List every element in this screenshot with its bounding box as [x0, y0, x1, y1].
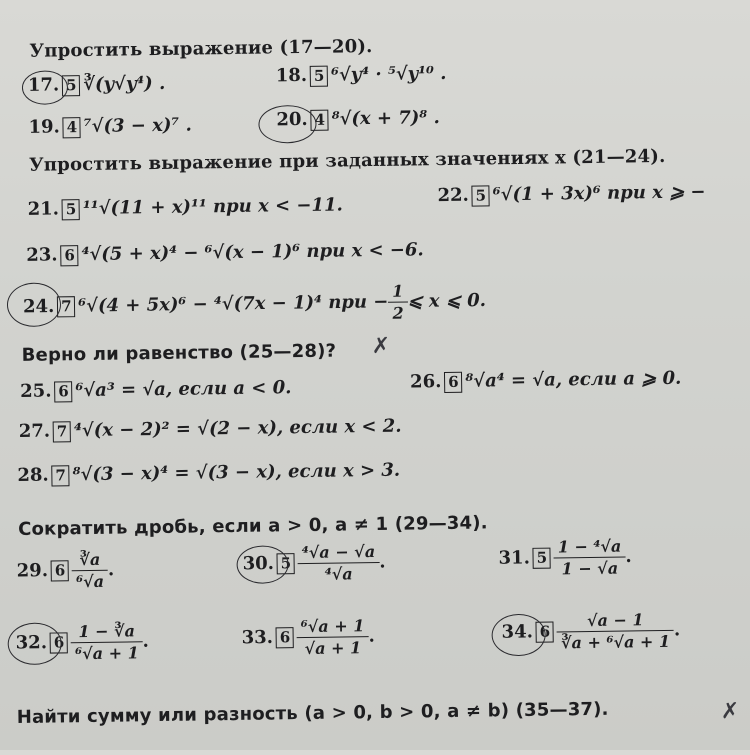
- heading-equality: Верно ли равенство (25—28)?: [21, 340, 337, 366]
- fraction-30: $\frac{\text{⁴√a − √a}}{\text{⁴√a}}$: [300, 542, 378, 584]
- fraction-29: $\frac{∛a}{\text{⁶√a}}$: [74, 550, 106, 591]
- pencil-cross-mark-bottom: ✗: [720, 698, 740, 725]
- fraction-33: $\frac{\text{⁶√a + 1}}{√a + 1}$: [299, 616, 367, 658]
- pencil-circle-20: [258, 105, 317, 144]
- fraction-one-half: $\frac{1}{2}$: [390, 282, 406, 323]
- problem-18: 18. 5 ⁶√y⁴ · ⁵√y¹⁰ .: [275, 62, 447, 87]
- fraction-32: $\frac{1 - ∛a}{\text{⁶√a + 1}}$: [73, 621, 141, 663]
- problem-24: 24. 7 ⁶√(4 + 5x)⁶ − ⁴√(7x − 1)⁴ при − $\frac{1}{2}$ ⩽ x ⩽ 0.: [22, 281, 487, 323]
- problem-19: 19. 4 ⁷√(3 − x)⁷ .: [28, 114, 193, 138]
- problem-32: 32. 6 $\frac{1 - ∛a}{\text{⁶√a + 1}}$ .: [15, 621, 150, 664]
- pencil-circle-17: [22, 70, 68, 105]
- heading-sum-difference: Найти сумму или разность (a > 0, b > 0, a ≠ b) (35—37).: [16, 698, 609, 729]
- heading-simplify-given: Упростить выражение при заданных значениях x (21—24).: [28, 145, 666, 176]
- problem-20: 20. 4 ⁸√(x + 7)⁸ .: [276, 107, 440, 131]
- problem-30: 30. 5 $\frac{\text{⁴√a − √a}}{\text{⁴√a}}$ .: [242, 542, 386, 584]
- problem-25: 25. 6 ⁶√a³ = √a, если a < 0.: [20, 377, 292, 402]
- problem-22: 22. 5 ⁶√(1 + 3x)⁶ при x ⩾ −: [437, 181, 706, 207]
- problem-26: 26. 6 ⁸√a⁴ = √a, если a ⩾ 0.: [409, 367, 682, 393]
- fraction-31: $\frac{\text{1 − ⁴√a}}{1 - √a}$: [556, 537, 624, 579]
- problem-34: 34. 6 $\frac{√a - 1}{\text{∛a + ⁶√a + 1}}$ .: [501, 610, 681, 653]
- heading-simplify: Упростить выражение (17—20).: [29, 36, 373, 62]
- problem-23: 23. 6 ⁴√(5 + x)⁴ − ⁶√(x − 1)⁶ при x < −6.: [26, 239, 424, 266]
- pencil-cross-mark: ✗: [371, 333, 391, 360]
- problem-29: 29. 6 $\frac{∛a}{\text{⁶√a}}$ .: [16, 549, 115, 592]
- fraction-34: $\frac{√a - 1}{\text{∛a + ⁶√a + 1}}$: [559, 610, 673, 653]
- heading-reduce-fraction: Сократить дробь, если a > 0, a ≠ 1 (29—34).: [17, 512, 488, 540]
- problem-27: 27. 7 ⁴√(x − 2)² = √(2 − x), если x < 2.: [18, 415, 402, 442]
- problem-17: 17. 5 ∛(y√y⁴) .: [27, 72, 166, 96]
- problem-21: 21. 5 ¹¹√(11 + x)¹¹ при x < −11.: [27, 194, 343, 220]
- problem-28: 28. 7 ⁸√(3 − x)⁴ = √(3 − x), если x > 3.: [17, 459, 401, 487]
- problem-31: 31. 5 $\frac{\text{1 − ⁴√a}}{1 - √a}$ .: [498, 536, 632, 579]
- problem-33: 33. 6 $\frac{\text{⁶√a + 1}}{√a + 1}$ .: [241, 616, 375, 659]
